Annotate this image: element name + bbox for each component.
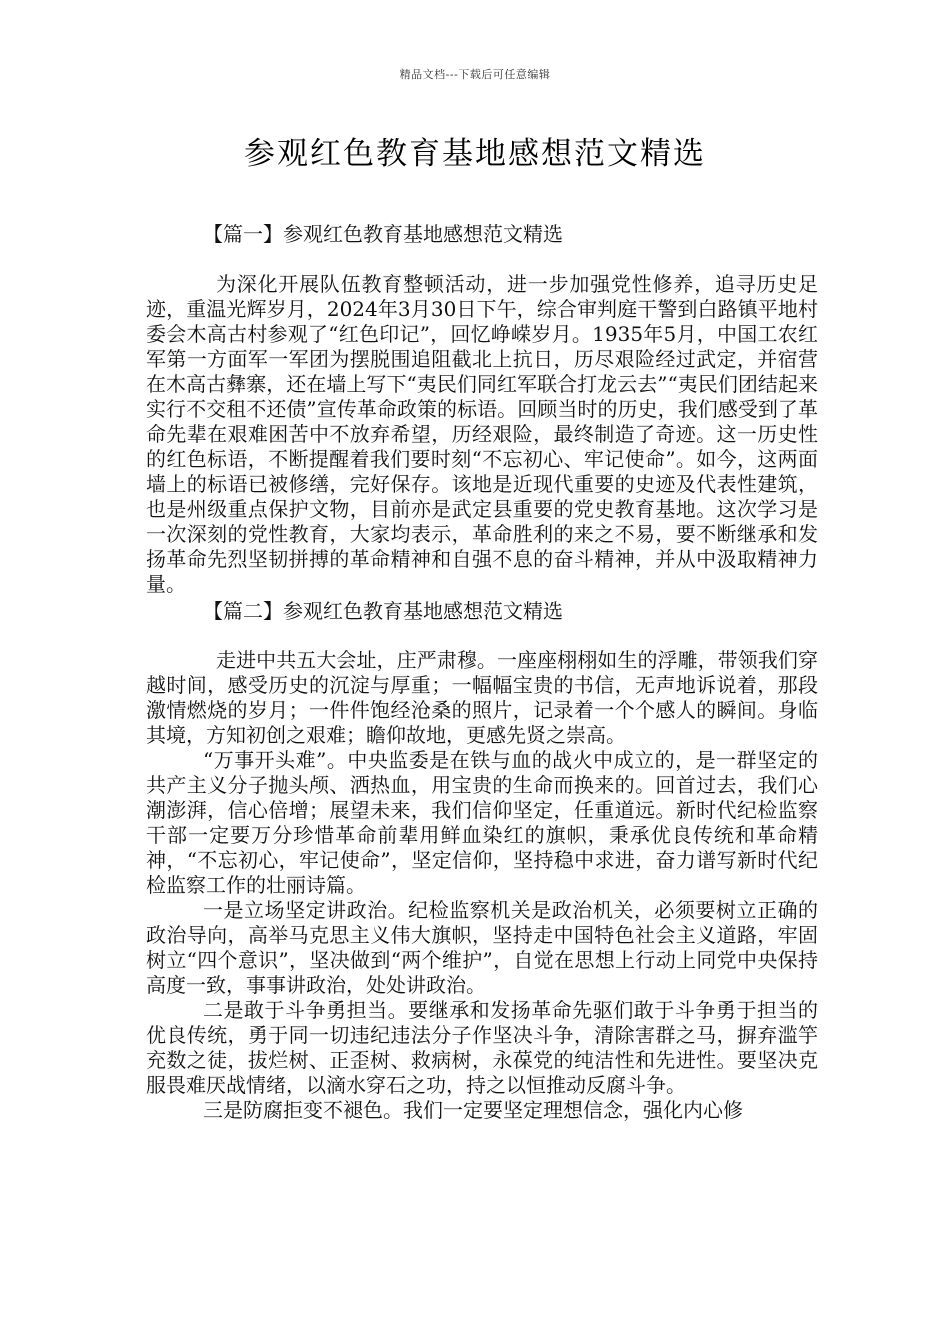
section-2-paragraph-4: 二是敢于斗争勇担当。要继承和发扬革命先驱们敢于斗争勇于担当的优良传统，勇于同一切违纪违法分子作坚决斗争，清除害群之马，摒弃滥竽充数之徒，拔烂树、正歪树、救病树，永葆党的纯洁性和先进性。要坚决克服畏难厌战情绪，以滴水穿石之功，持之以恒推动反腐斗争。	[146, 998, 818, 1097]
section-2-paragraph-1: 走进中共五大会址，庄严肃穆。一座座栩栩如生的浮雕，带领我们穿越时间，感受历史的沉淀与厚重；一幅幅宝贵的书信，无声地诉说着，那段激情燃烧的岁月；一件件饱经沧桑的照片，记录着一个个感人的瞬间。身临其境，方知初创之艰难；瞻仰故地，更感先贤之崇高。	[146, 648, 818, 747]
section-1-heading: 【篇一】参观红色教育基地感想范文精选	[203, 222, 563, 246]
page-header: 精品文档---下载后可任意编辑	[399, 68, 551, 81]
section-2-paragraph-5: 三是防腐拒变不褪色。我们一定要坚定理想信念，强化内心修	[203, 1098, 743, 1122]
document-title: 参观红色教育基地感想范文精选	[244, 136, 706, 172]
section-2-paragraph-3: 一是立场坚定讲政治。纪检监察机关是政治机关，必须要树立正确的政治导向，高举马克思主义伟大旗帜，坚持走中国特色社会主义道路，牢固树立“四个意识”，坚决做到“两个维护”，自觉在思想上行动上同党中央保持高度一致，事事讲政治，处处讲政治。	[146, 898, 818, 997]
section-2-paragraph-2: “万事开头难”。中央监委是在铁与血的战火中成立的，是一群坚定的共产主义分子抛头颅、洒热血，用宝贵的生命而换来的。回首过去，我们心潮澎湃，信心倍增；展望未来，我们信仰坚定，任重道远。新时代纪检监察干部一定要万分珍惜革命前辈用鲜血染红的旗帜，秉承优良传统和革命精神，“不忘初心，牢记使命”，坚定信仰，坚持稳中求进，奋力谱写新时代纪检监察工作的壮丽诗篇。	[146, 748, 818, 897]
section-2-heading: 【篇二】参观红色教育基地感想范文精选	[203, 599, 563, 623]
document-body	[146, 222, 818, 1123]
section-1-paragraph-1: 为深化开展队伍教育整顿活动，进一步加强党性修养，追寻历史足迹，重温光辉岁月，2024年3月30日下午，综合审判庭干警到白路镇平地村委会木高古村参观了“红色印记”，回忆峥嵘岁月。1935年5月，中国工农红军第一方面军一军团为摆脱围追阻截北上抗日，历尽艰险经过武定，并宿营在木高古彝寨，还在墙上写下“夷民们同红军联合打龙云去”“夷民们团结起来实行不交租不还债”宣传革命政策的标语。回顾当时的历史，我们感受到了革命先辈在艰难困苦中不放弃希望，历经艰险，最终制造了奇迹。这一历史性的红色标语，不断提醒着我们要时刻“不忘初心、牢记使命”。如今，这两面墙上的标语已被修缮，完好保存。该地是近现代重要的史迹及代表性建筑，也是州级重点保护文物，目前亦是武定县重要的党史教育基地。这次学习是一次深刻的党性教育，大家均表示，革命胜利的来之不易，要不断继承和发扬革命先烈坚韧拼搏的革命精神和自强不息的奋斗精神，并从中汲取精神力量。	[146, 272, 818, 596]
